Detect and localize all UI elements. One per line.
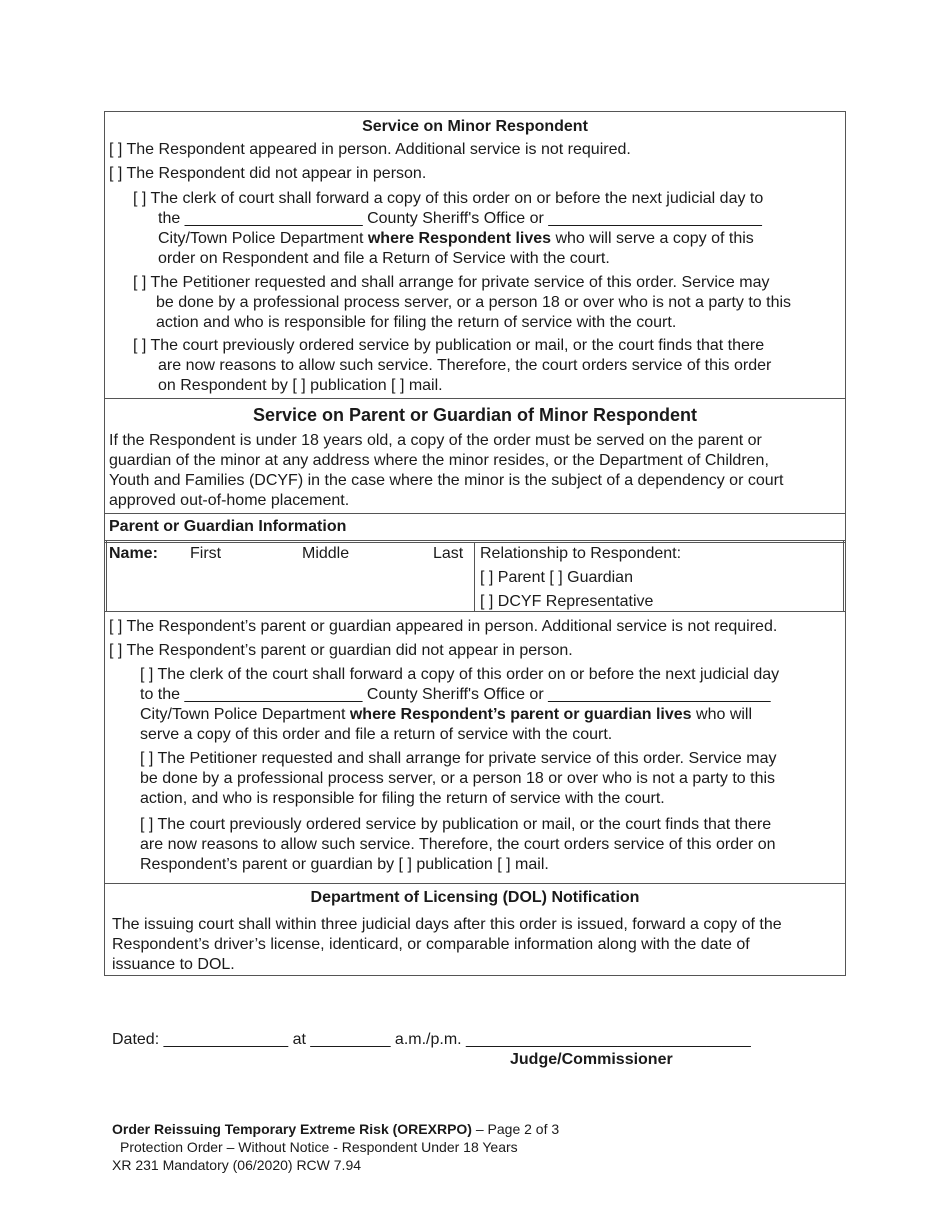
divider	[104, 540, 846, 541]
divider	[106, 540, 107, 612]
middle-name-label: Middle	[302, 545, 350, 562]
minor-appeared-checkbox[interactable]: [ ] The Respondent appeared in person. Additional service is not required.	[109, 141, 631, 158]
guardian-intro-2: guardian of the minor at any address where the minor resides, or the Department of Children,	[109, 452, 769, 469]
dol-text-1: The issuing court shall within three judicial days after this order is issued, forward a copy of the	[112, 916, 782, 933]
guardian-clerk-checkbox[interactable]: [ ] The clerk of the court shall forward a copy of this order on or before the next judicial day	[140, 666, 780, 683]
guardian-clerk-line-4: serve a copy of this order and file a return of service with the court.	[140, 726, 613, 743]
last-name-label: Last	[433, 545, 464, 562]
minor-not-appeared-checkbox[interactable]: [ ] The Respondent did not appear in person.	[109, 165, 427, 182]
minor-publication-checkbox[interactable]: [ ] The court previously ordered service by publication or mail, or the court finds that there	[133, 337, 765, 354]
guardian-publication-line-3[interactable]: Respondent’s parent or guardian by [ ] publication [ ] mail.	[140, 856, 549, 873]
guardian-intro-1: If the Respondent is under 18 years old, a copy of the order must be served on the parent or	[109, 432, 762, 449]
divider	[104, 398, 846, 399]
divider	[104, 542, 846, 543]
minor-clerk-checkbox[interactable]: [ ] The clerk of court shall forward a copy of this order on or before the next judicial day to	[133, 190, 764, 207]
divider	[104, 883, 846, 884]
guardian-publication-line-2: are now reasons to allow such service. Therefore, the court orders service of this order on	[140, 836, 776, 853]
minor-publication-line-2: are now reasons to allow such service. Therefore, the court orders service of this order	[158, 357, 772, 374]
guardian-private-line-3: action, and who is responsible for filing the return of service with the court.	[140, 790, 665, 807]
dol-heading: Department of Licensing (DOL) Notification	[310, 889, 640, 906]
footer-line-2: Protection Order – Without Notice - Respondent Under 18 Years	[120, 1139, 518, 1155]
first-name-label: First	[190, 545, 222, 562]
minor-publication-line-3[interactable]: on Respondent by [ ] publication [ ] mail.	[158, 377, 443, 394]
relationship-dcyf-checkbox[interactable]: [ ] DCYF Representative	[480, 593, 654, 610]
footer-title: Order Reissuing Temporary Extreme Risk (OREXRPO) – Page 2 of 3	[112, 1121, 560, 1137]
judge-commissioner-label: Judge/Commissioner	[510, 1051, 673, 1068]
minor-clerk-line-3: City/Town Police Department where Respondent lives who will serve a copy of this	[158, 230, 754, 247]
guardian-intro-3: Youth and Families (DCYF) in the case where the minor is the subject of a dependency or court	[109, 472, 784, 489]
dol-text-2: Respondent’s driver’s license, identicard, or comparable information along with the date of	[112, 936, 750, 953]
minor-private-line-2: be done by a professional process server, or a person 18 or over who is not a party to this	[156, 294, 792, 311]
guardian-heading: Service on Parent or Guardian of Minor Respondent	[252, 405, 698, 425]
guardian-private-line-2: be done by a professional process server, or a person 18 or over who is not a party to this	[140, 770, 776, 787]
divider	[474, 542, 475, 612]
minor-private-line-3: action and who is responsible for filing the return of service with the court.	[156, 314, 677, 331]
divider	[104, 513, 846, 514]
minor-private-service-checkbox[interactable]: [ ] The Petitioner requested and shall arrange for private service of this order. Service may	[133, 274, 770, 291]
guardian-clerk-line-2: to the ____________________ County Sheriff's Office or _________________________	[140, 686, 771, 703]
minor-clerk-line-2: the ____________________ County Sheriff's Office or ________________________	[158, 210, 762, 227]
divider	[843, 540, 844, 612]
guardian-clerk-line-3: City/Town Police Department where Respondent’s parent or guardian lives who will	[140, 706, 753, 723]
relationship-parent-guardian-checkboxes[interactable]: [ ] Parent [ ] Guardian	[480, 569, 633, 586]
guardian-private-service-checkbox[interactable]: [ ] The Petitioner requested and shall arrange for private service of this order. Service may	[140, 750, 777, 767]
dated-line[interactable]: Dated: ______________ at _________ a.m./p.m. ________________________________	[112, 1031, 751, 1048]
relationship-label: Relationship to Respondent:	[480, 545, 682, 562]
dol-text-3: issuance to DOL.	[112, 956, 235, 973]
footer-form-id: XR 231 Mandatory (06/2020) RCW 7.94	[112, 1157, 362, 1173]
minor-clerk-line-4: order on Respondent and file a Return of Service with the court.	[158, 250, 610, 267]
name-label: Name:	[109, 545, 158, 562]
minor-heading: Service on Minor Respondent	[362, 118, 588, 135]
guardian-info-heading: Parent or Guardian Information	[109, 518, 347, 535]
guardian-appeared-checkbox[interactable]: [ ] The Respondent’s parent or guardian appeared in person. Additional service is not required.	[109, 618, 778, 635]
guardian-not-appeared-checkbox[interactable]: [ ] The Respondent’s parent or guardian did not appear in person.	[109, 642, 573, 659]
guardian-intro-4: approved out-of-home placement.	[109, 492, 350, 509]
divider	[104, 611, 846, 612]
guardian-publication-checkbox[interactable]: [ ] The court previously ordered service by publication or mail, or the court finds that there	[140, 816, 772, 833]
